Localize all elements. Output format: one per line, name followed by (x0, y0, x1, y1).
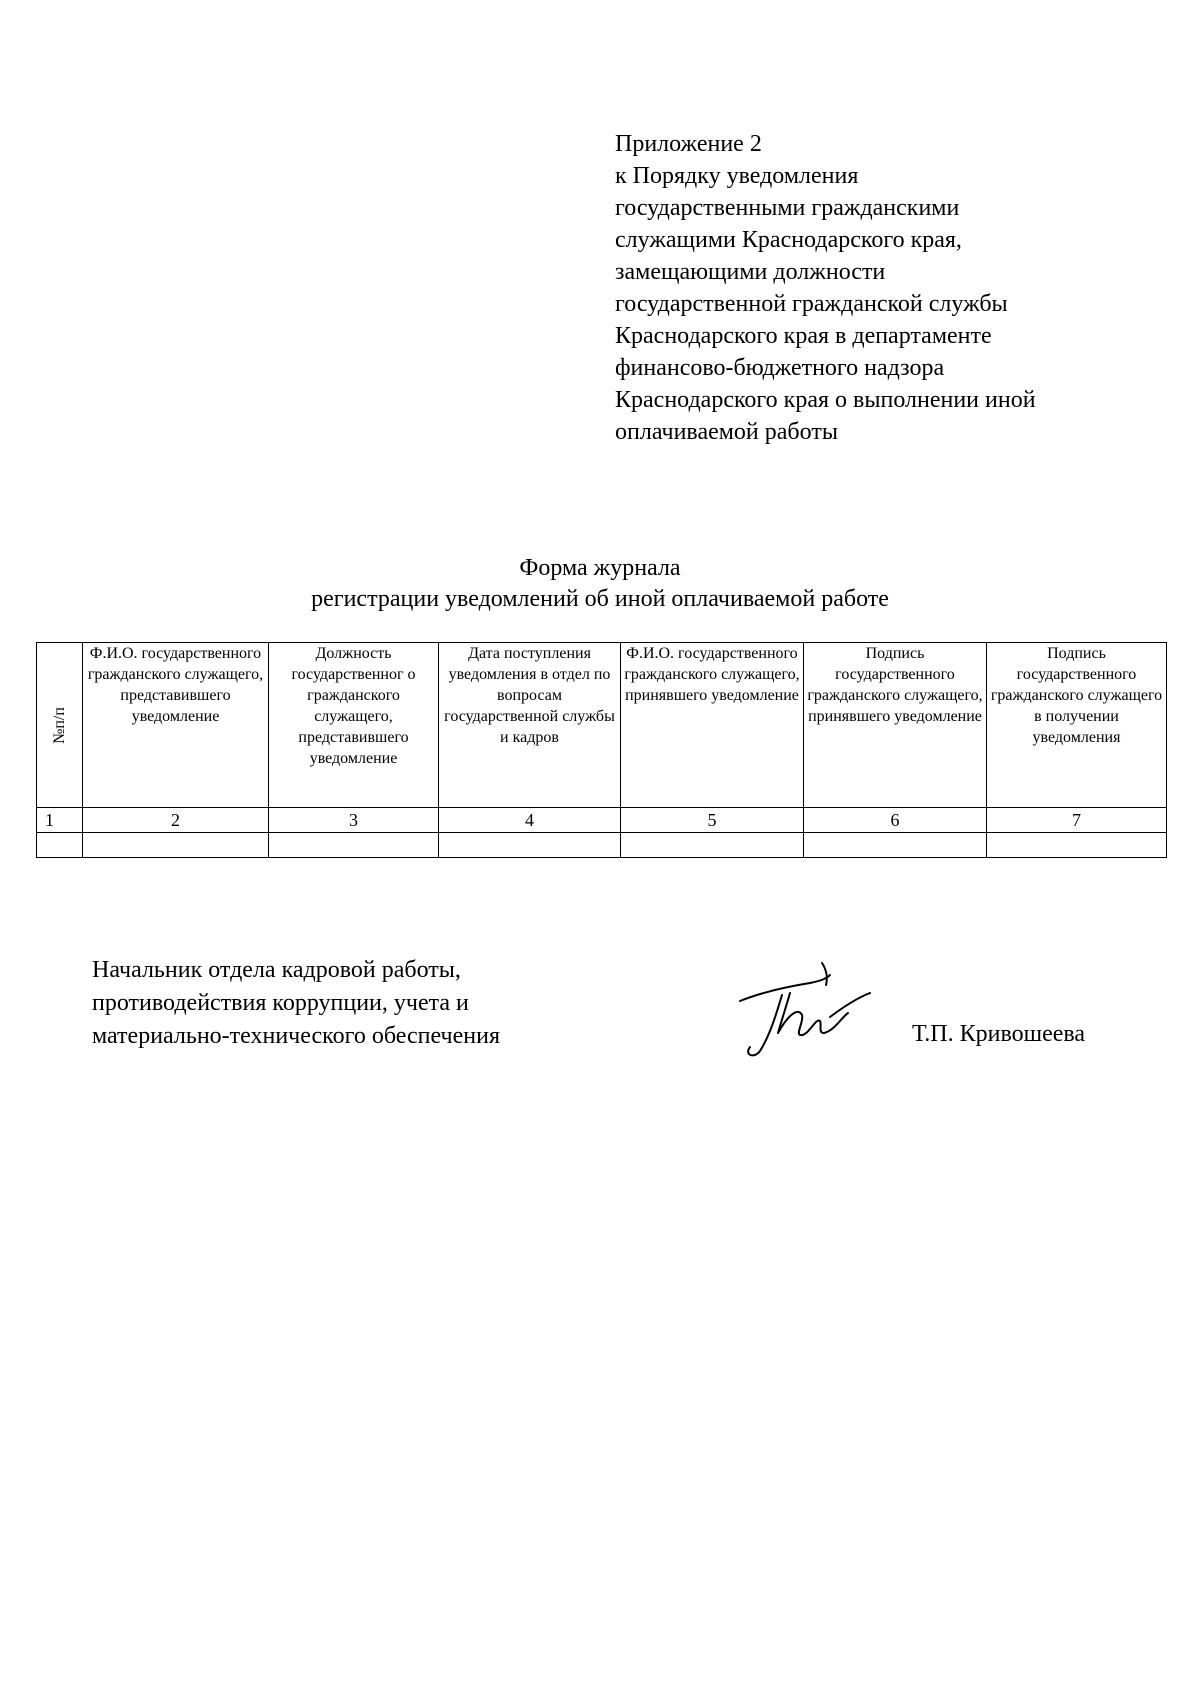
header-number-label: №п/п (51, 706, 68, 744)
header-cell-receiver-signature: Подпись государственного гражданского служащего, принявшего уведомление (804, 643, 987, 808)
form-title-line-1: Форма журнала (519, 555, 681, 581)
appendix-line: Краснодарского края о выполнении иной (615, 387, 1036, 413)
form-title-line-2: регистрации уведомлений об иной оплачиваемой работе (311, 586, 889, 612)
appendix-heading (615, 128, 1135, 448)
appendix-line: замещающими должности (615, 259, 886, 285)
appendix-line: служащими Краснодарского края, (615, 227, 962, 253)
empty-cell (439, 833, 621, 858)
empty-cell (37, 833, 83, 858)
empty-cell (269, 833, 439, 858)
table-header-row (37, 643, 1167, 808)
column-number-cell: 4 (439, 808, 621, 833)
table-row (37, 833, 1167, 858)
header-cell-receipt-date: Дата поступления уведомления в отдел по вопросам государственной службы и кадров (439, 643, 621, 808)
handwritten-signature-icon (730, 955, 880, 1065)
signer-position-line: противодействия коррупции, учета и (92, 990, 469, 1016)
appendix-line: государственной гражданской службы (615, 291, 1008, 317)
empty-cell (621, 833, 804, 858)
appendix-line: Приложение 2 (615, 131, 762, 157)
column-number-cell: 5 (621, 808, 804, 833)
signer-position-line: материально-технического обеспечения (92, 1023, 500, 1049)
appendix-line: Краснодарского края в департаменте (615, 323, 992, 349)
signer-position-line: Начальник отдела кадровой работы, (92, 957, 461, 983)
column-number-cell: 6 (804, 808, 987, 833)
form-title (0, 553, 1200, 615)
empty-cell (987, 833, 1167, 858)
header-cell-submitter-name: Ф.И.О. государственного гражданского служащего, представившего уведомление (83, 643, 269, 808)
appendix-line: государственными гражданскими (615, 195, 960, 221)
header-cell-position: Должность государственног о гражданского служащего, представившего уведомление (269, 643, 439, 808)
signer-position (92, 954, 500, 1053)
column-number-cell: 3 (269, 808, 439, 833)
column-number-cell: 7 (987, 808, 1167, 833)
column-number-cell: 1 (37, 808, 83, 833)
column-number-cell: 2 (83, 808, 269, 833)
header-cell-number (37, 643, 83, 808)
appendix-line: финансово-бюджетного надзора (615, 355, 945, 381)
appendix-line: к Порядку уведомления (615, 163, 859, 189)
header-cell-receiver-name: Ф.И.О. государственного гражданского служащего, принявшего уведомление (621, 643, 804, 808)
appendix-line: оплачиваемой работы (615, 419, 838, 445)
header-cell-submitter-signature: Подпись государственного гражданского служащего в получении уведомления (987, 643, 1167, 808)
empty-cell (804, 833, 987, 858)
column-number-row (37, 808, 1167, 833)
empty-cell (83, 833, 269, 858)
journal-table (36, 642, 1167, 858)
signer-name: Т.П. Кривошеева (912, 1021, 1086, 1047)
